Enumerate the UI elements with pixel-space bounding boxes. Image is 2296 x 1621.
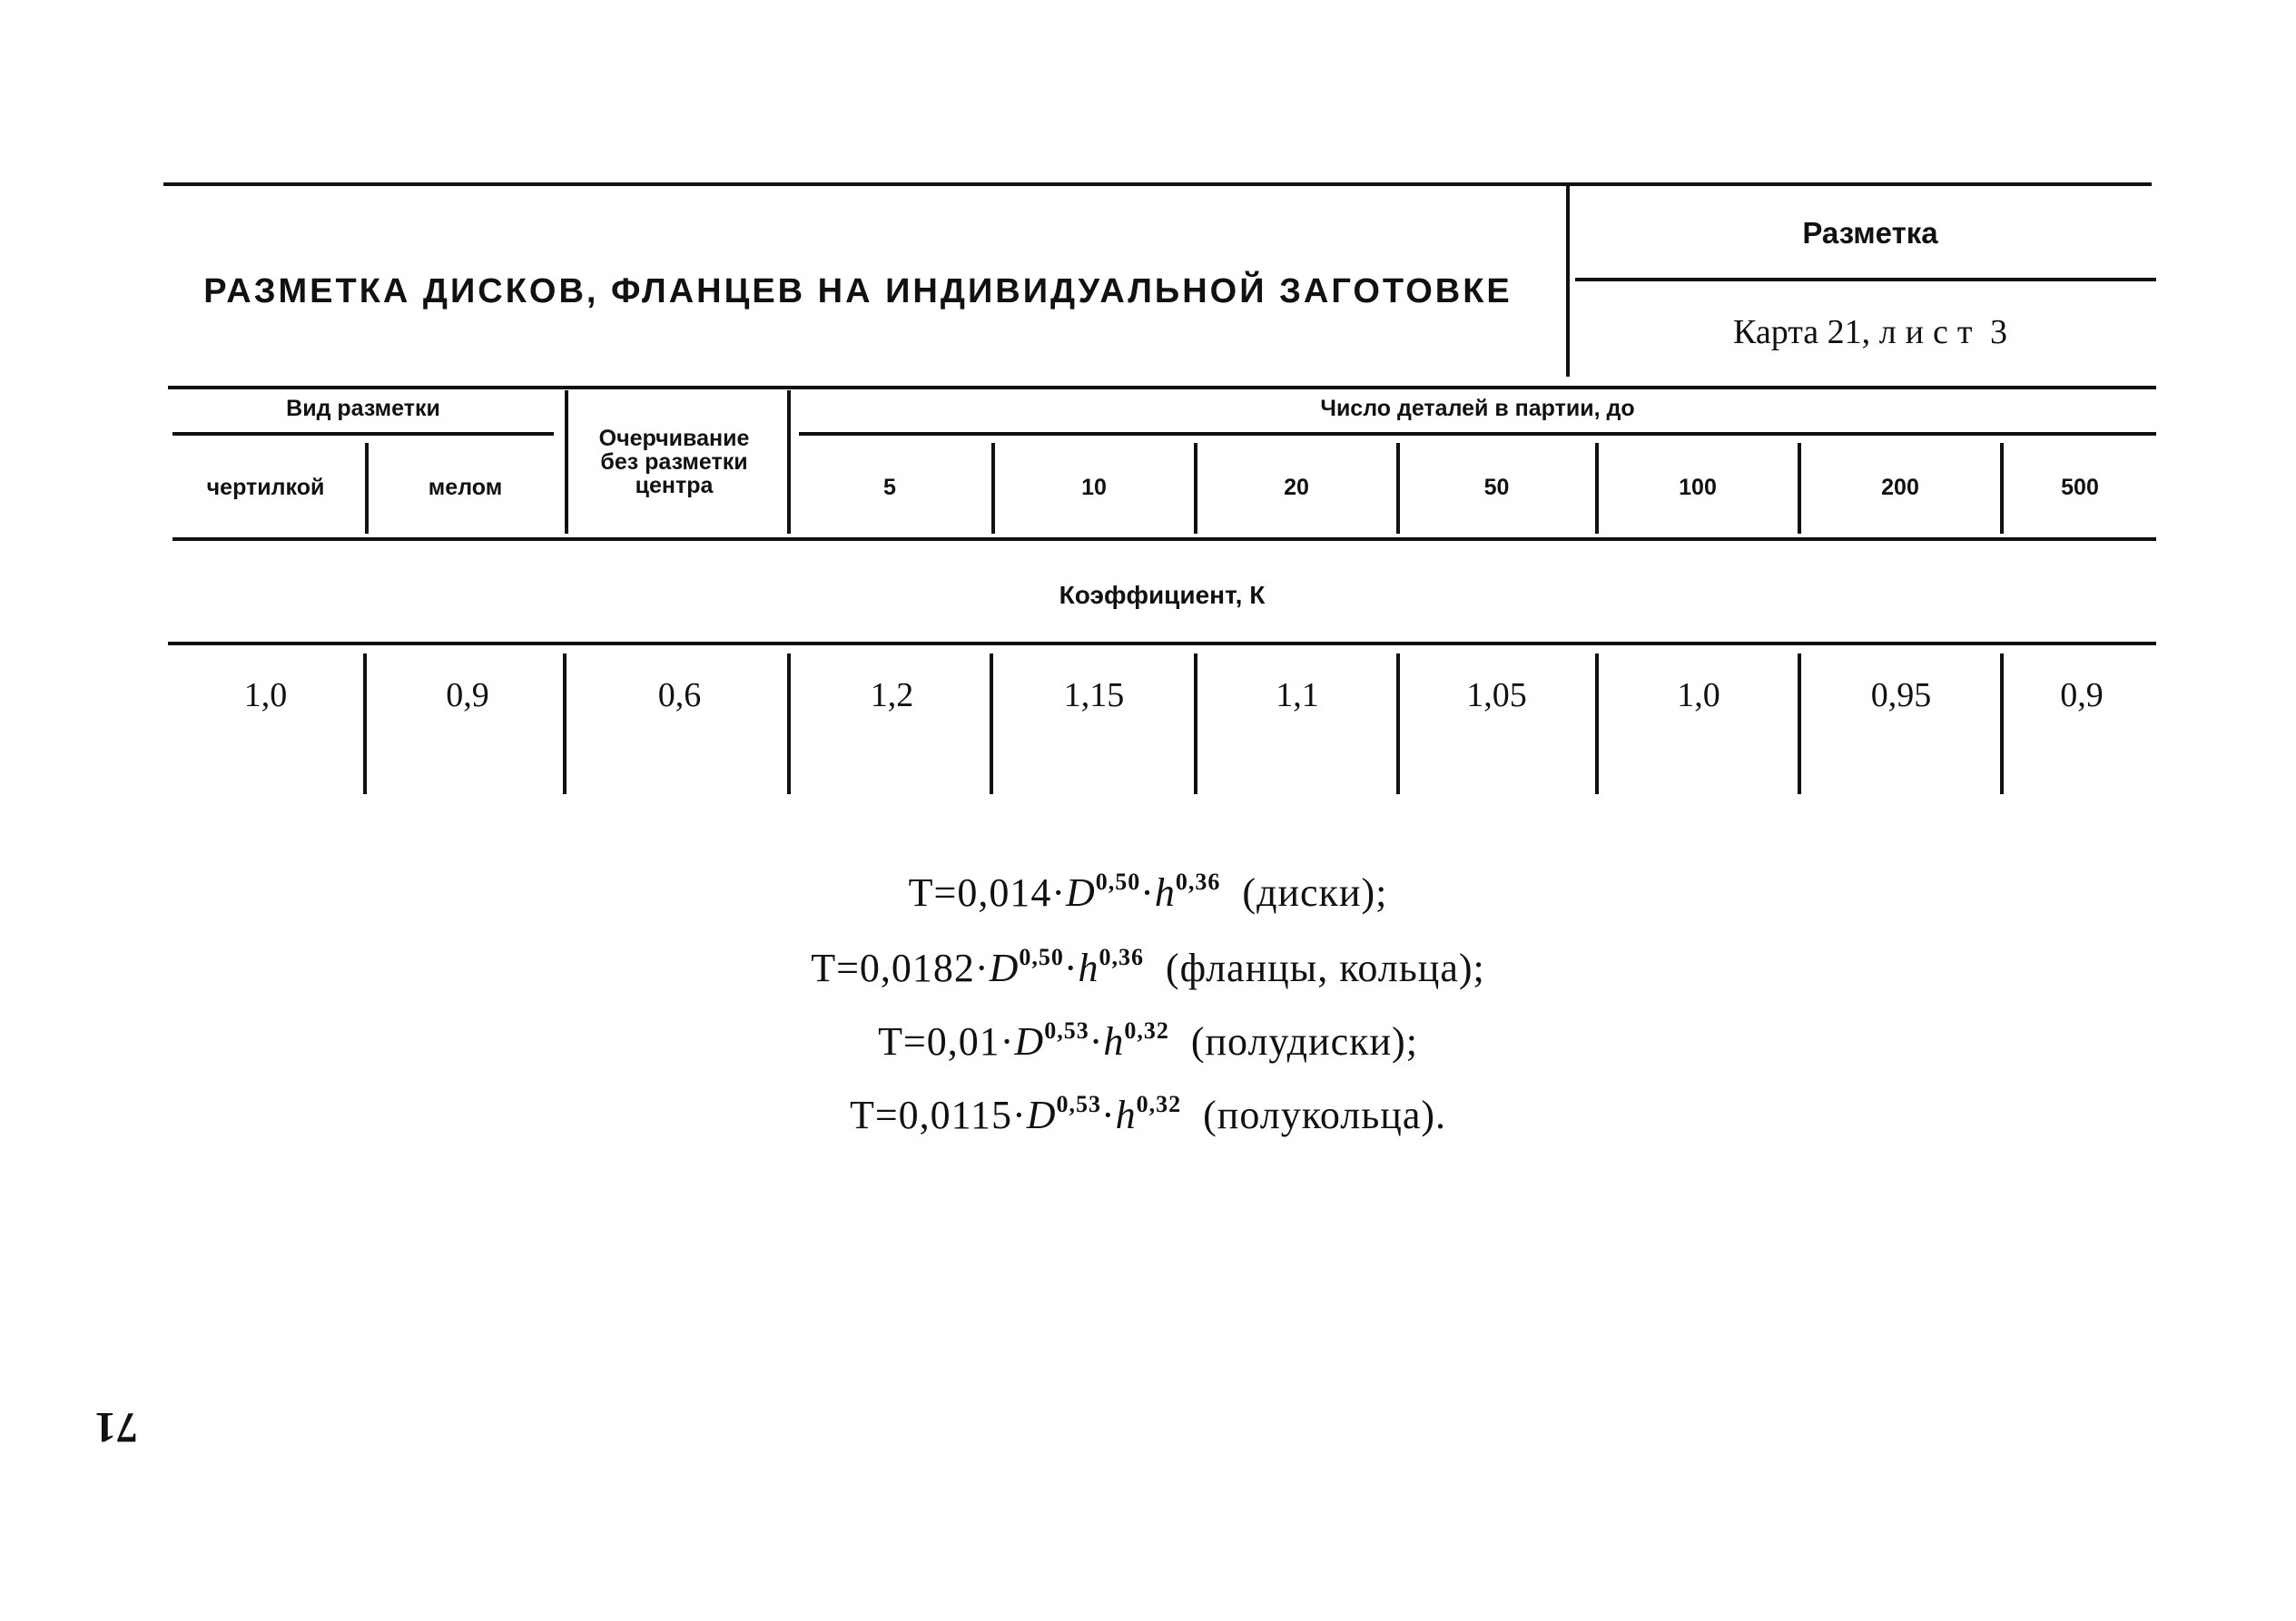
table-top-rule — [168, 386, 2156, 389]
header-top-rule — [163, 182, 2152, 186]
header-vline-2 — [565, 390, 568, 534]
document-title: РАЗМЕТКА ДИСКОВ, ФЛАНЦЕВ НА ИНДИВИДУАЛЬНОЙ ЗАГОТОВКЕ — [203, 272, 1513, 310]
value-vline-1 — [363, 653, 367, 794]
header-divider — [1566, 186, 1570, 377]
value-batch-20: 1,1 — [1276, 676, 1319, 714]
value-vline-4 — [990, 653, 993, 794]
batch-size-20: 20 — [1284, 475, 1309, 500]
value-vline-2 — [563, 653, 567, 794]
value-batch-5: 1,2 — [870, 676, 914, 714]
marking-group-rule — [172, 432, 554, 436]
batch-group-rule — [799, 432, 2156, 436]
formula-half-disks: $T=0,01\cdot D^{0,53}\cdot h^{0,32}$ (полудиски); — [878, 1017, 1418, 1064]
section-card-rule — [1575, 278, 2156, 281]
batch-size-50: 50 — [1483, 475, 1510, 500]
value-batch-50: 1,05 — [1466, 676, 1527, 714]
value-vline-3 — [787, 653, 791, 794]
header-vline-3 — [787, 390, 791, 534]
value-vline-7 — [1595, 653, 1599, 794]
batch-size-100: 100 — [1679, 475, 1717, 500]
sheet-number: 3 — [1989, 313, 2007, 351]
outline-column-header: Очерчивание без разметки центра — [598, 426, 750, 498]
value-vline-8 — [1798, 653, 1801, 794]
coefficient-label: Коэффициент, К — [1059, 581, 1266, 609]
value-outline: 0,6 — [657, 676, 702, 714]
section-label: Разметка — [1802, 216, 1938, 250]
value-batch-10: 1,15 — [1063, 676, 1125, 714]
formula-disks: $T=0,014\cdot D^{0,50}\cdot h^{0,36}$ (диски); — [908, 869, 1388, 915]
batch-size-500: 500 — [2061, 475, 2099, 500]
card-sheet-label — [1580, 312, 2161, 352]
page-number: 71 — [94, 1403, 138, 1451]
value-vline-5 — [1194, 653, 1197, 794]
batch-size-200: 200 — [1881, 475, 1919, 500]
marking-type-header: Вид разметки — [286, 396, 440, 421]
value-vline-9 — [2000, 653, 2004, 794]
value-chalk: 0,9 — [446, 676, 489, 714]
batch-size-5: 5 — [883, 475, 896, 500]
coefficient-bottom-rule — [168, 642, 2156, 645]
value-batch-100: 1,0 — [1677, 676, 1720, 714]
sheet-word: лист — [1878, 313, 1982, 351]
chalk-column-header: мелом — [428, 475, 503, 500]
card-number: Карта 21, — [1733, 313, 1871, 351]
header-bottom-rule — [172, 537, 2156, 541]
formula-half-rings: $T=0,0115\cdot D^{0,53}\cdot h^{0,32}$ (полукольца). — [849, 1091, 1447, 1137]
batch-size-header: Число деталей в партии, до — [1320, 396, 1635, 421]
value-batch-200: 0,95 — [1870, 676, 1932, 714]
batch-size-10: 10 — [1081, 475, 1107, 500]
value-batch-500: 0,9 — [2060, 676, 2104, 714]
value-scriber: 1,0 — [243, 676, 288, 714]
scriber-column-header: чертилкой — [206, 475, 325, 500]
formula-flanges-rings: $T=0,0182\cdot D^{0,50}\cdot h^{0,36}$ (фланцы, кольца); — [811, 944, 1485, 990]
